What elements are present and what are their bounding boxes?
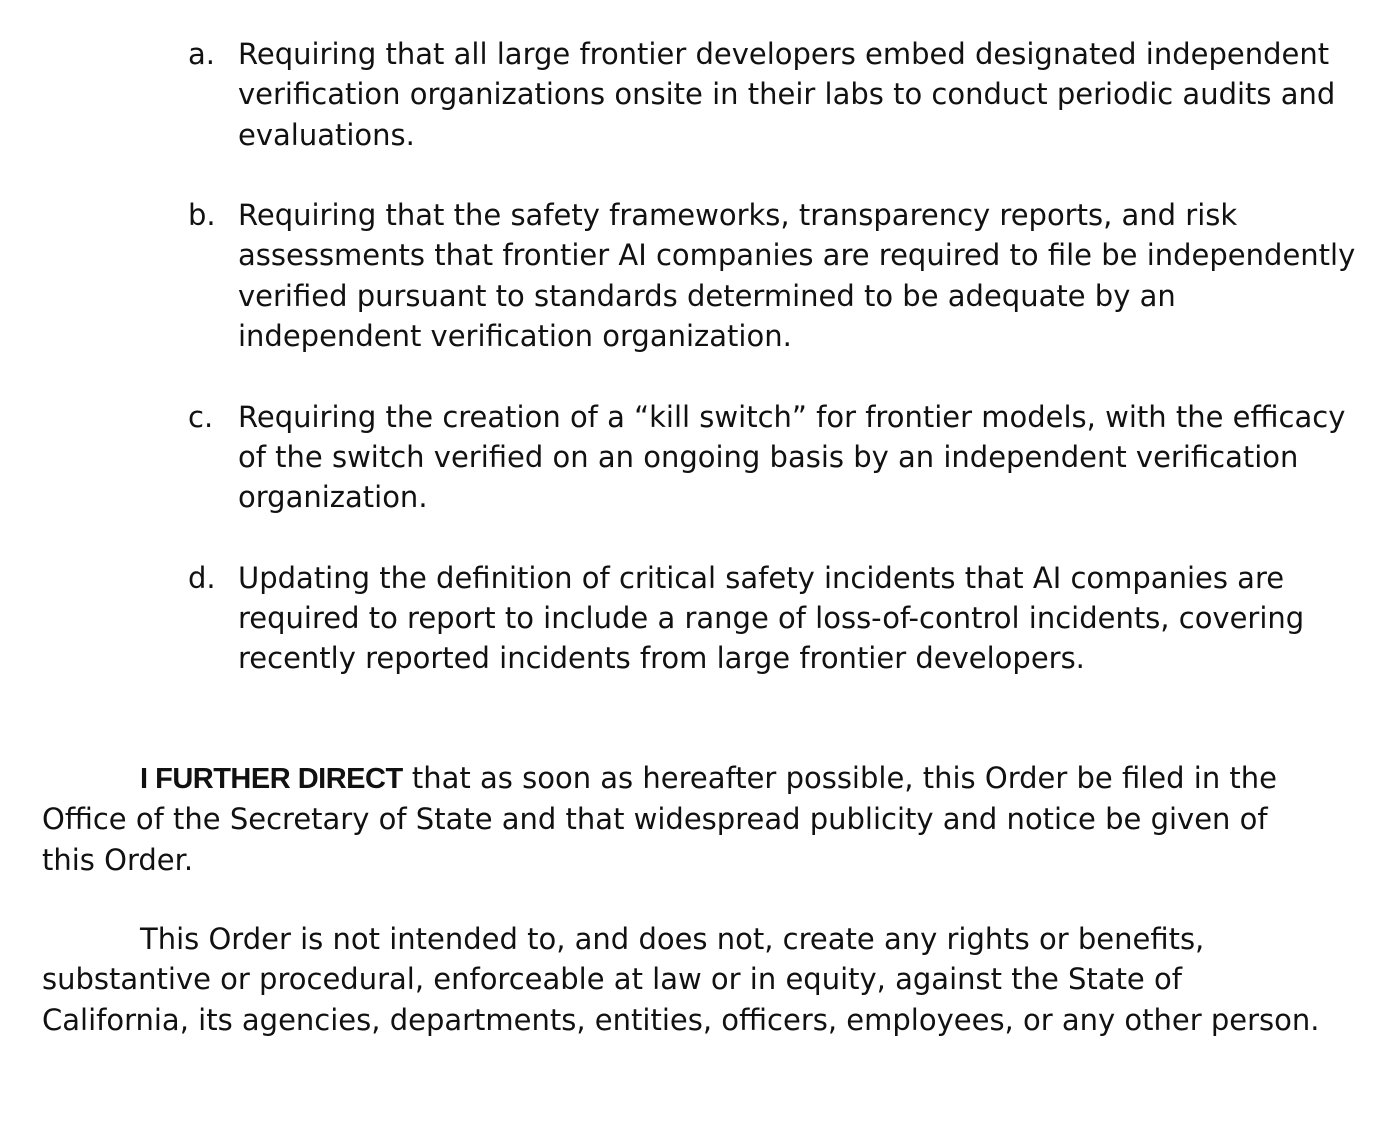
list-item-marker: b. [188, 198, 216, 233]
list-item-marker: c. [188, 399, 214, 434]
list-item [188, 34, 1358, 155]
list-item [188, 397, 1358, 518]
list-item-marker: a. [188, 37, 215, 71]
further-direct-text: that as soon as hereafter possible, this Order be filed in the Office of the Secretary of State and that widespread publicity and notice be given of this Order. [42, 761, 1278, 877]
list-item [188, 195, 1358, 356]
list-item-text: Requiring the creation of a “kill switch” for frontier models, with the efficacy of the switch verified on an ongoing basis by an independent verification organization. [238, 399, 1346, 515]
directive-list [188, 34, 1358, 719]
list-item [188, 558, 1358, 679]
not-intended-text: This Order is not intended to, and does not, create any rights or benefits, substantive or procedural, enforceable at law or in equity, against the State of California, its agencies, departments, entities, officers, employees, or any other person. [42, 922, 1320, 1037]
list-item-text: Requiring that all large frontier developers embed designated independent verification organizations onsite in their labs to conduct periodic audits and evaluations. [238, 37, 1336, 152]
list-item-text: Requiring that the safety frameworks, transparency reports, and risk assessments that frontier AI companies are required to file be independently verified pursuant to standards determined to be adequate by an independent verification organization. [238, 198, 1356, 354]
list-item-marker: d. [188, 560, 216, 595]
not-intended-paragraph [42, 919, 1322, 1040]
further-direct-paragraph [42, 758, 1322, 880]
list-item-text: Updating the definition of critical safety incidents that AI companies are required to report to include a range of loss-of-control incidents, covering recently reported incidents from large frontier developers. [238, 560, 1305, 676]
further-direct-lead: I FURTHER DIRECT [140, 763, 403, 795]
